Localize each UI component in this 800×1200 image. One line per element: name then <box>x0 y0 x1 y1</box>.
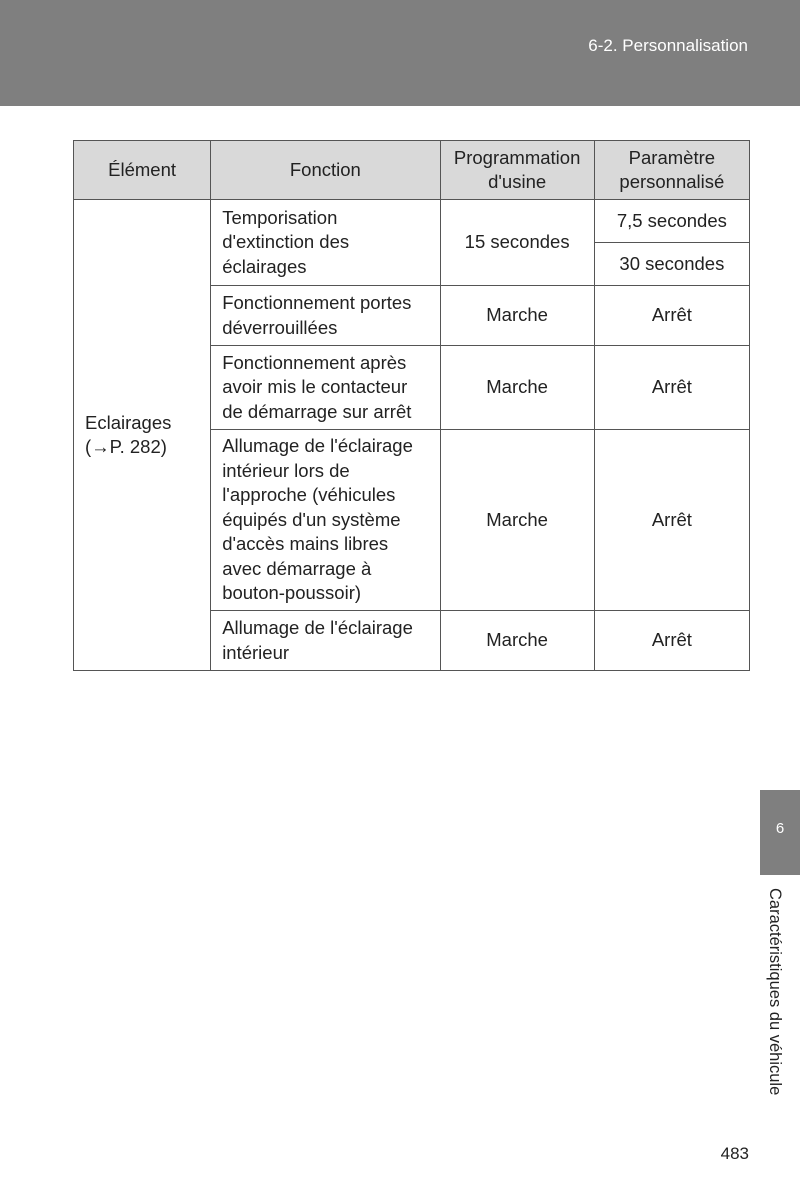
chapter-label: Caractéristiques du véhicule <box>766 888 784 1096</box>
usine-cell: Marche <box>440 346 594 430</box>
usine-cell: Marche <box>440 611 594 671</box>
perso-cell: Arrêt <box>594 430 749 611</box>
perso-cell: 7,5 secondes <box>594 200 749 243</box>
perso-cell: 30 secondes <box>594 243 749 286</box>
perso-cell: Arrêt <box>594 611 749 671</box>
chapter-number: 6 <box>775 820 785 837</box>
fonction-cell: Allumage de l'éclairage intérieur <box>211 611 440 671</box>
customization-table <box>73 140 750 671</box>
header-usine: Programmation d'usine <box>440 141 594 200</box>
header-fonction: Fonction <box>211 141 440 200</box>
element-eclairages: Eclairages (→P. 282) <box>74 200 211 671</box>
chapter-tab <box>760 790 800 875</box>
fonction-cell: Fonctionnement après avoir mis le contacteur de démarrage sur arrêt <box>211 346 440 430</box>
header-element: Élément <box>74 141 211 200</box>
fonction-cell: Temporisation d'extinction des éclairages <box>211 200 440 286</box>
page-reference-link[interactable]: (→P. 282) <box>85 436 167 457</box>
usine-cell: Marche <box>440 430 594 611</box>
fonction-cell: Fonctionnement portes déverrouillées <box>211 286 440 346</box>
perso-cell: Arrêt <box>594 346 749 430</box>
header-band <box>0 0 800 106</box>
perso-cell: Arrêt <box>594 286 749 346</box>
table-row <box>74 200 750 243</box>
usine-cell: 15 secondes <box>440 200 594 286</box>
page-number: 483 <box>720 1144 749 1163</box>
header-personnalise: Paramètre personnalisé <box>594 141 749 200</box>
usine-cell: Marche <box>440 286 594 346</box>
table-header-row <box>74 141 750 200</box>
section-title: 6-2. Personnalisation <box>588 36 748 55</box>
fonction-cell: Allumage de l'éclairage intérieur lors de l'approche (véhicules équipés d'un système d'accès mains libres avec démarrage à bouton-poussoir) <box>211 430 440 611</box>
